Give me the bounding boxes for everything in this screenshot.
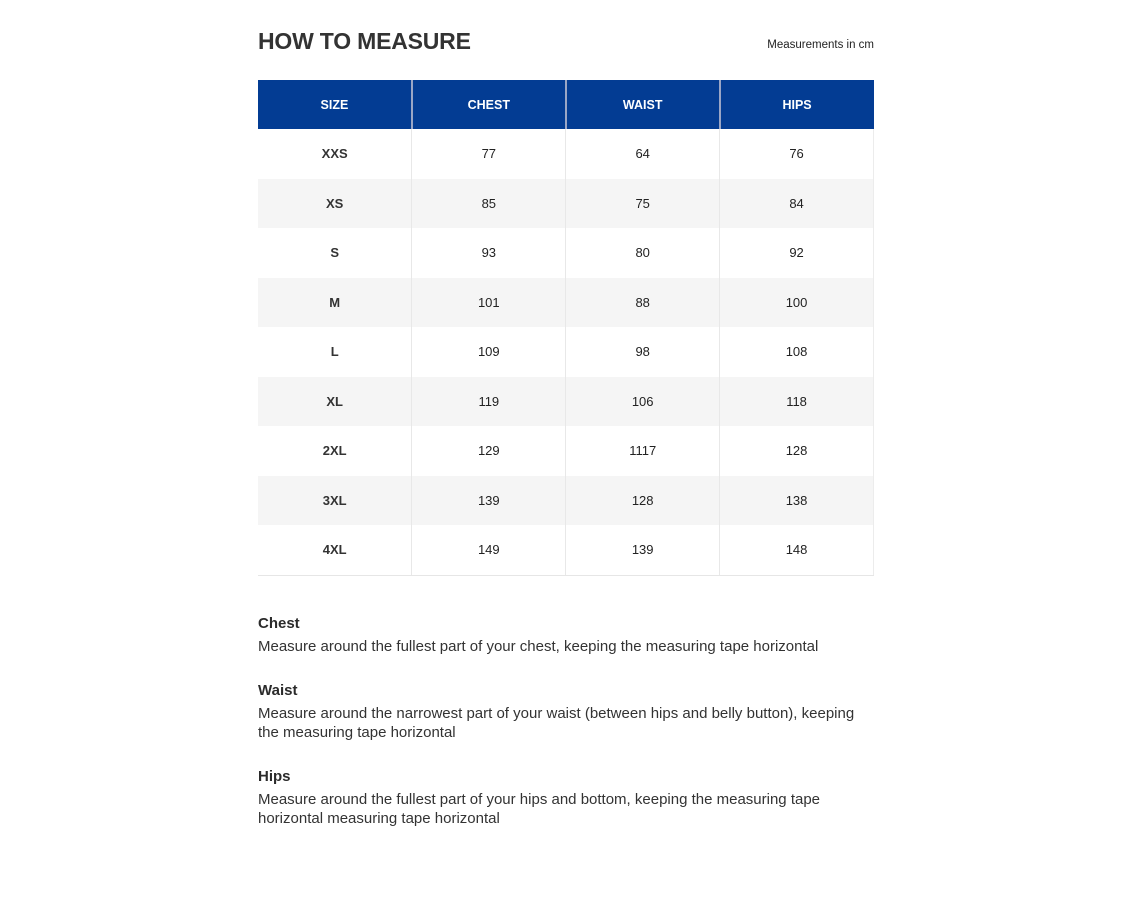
hips-cell: 148: [720, 525, 874, 575]
column-header-size: SIZE: [258, 80, 412, 129]
waist-cell: 128: [566, 476, 720, 526]
size-cell: XXS: [258, 129, 412, 179]
column-header-waist: WAIST: [566, 80, 720, 129]
table-row: [258, 278, 874, 328]
column-header-chest: CHEST: [412, 80, 566, 129]
guide-text: Measure around the narrowest part of your waist (between hips and belly button), keeping the measuring tape horizontal: [258, 704, 855, 741]
guide-heading: Hips: [258, 767, 291, 785]
guide-heading: Chest: [258, 614, 300, 632]
size-cell: M: [258, 278, 412, 328]
waist-cell: 98: [566, 327, 720, 377]
waist-cell: 1117: [566, 426, 720, 476]
size-table-body: [258, 129, 874, 575]
size-table-head: [258, 80, 874, 129]
waist-cell: 88: [566, 278, 720, 328]
hips-cell: 128: [720, 426, 874, 476]
chest-cell: 119: [412, 377, 566, 427]
hips-cell: 118: [720, 377, 874, 427]
hips-cell: 92: [720, 228, 874, 278]
hips-cell: 84: [720, 179, 874, 229]
size-cell: S: [258, 228, 412, 278]
unit-note: Measurements in cm: [767, 39, 874, 51]
table-row: [258, 228, 874, 278]
guide-heading: Waist: [258, 681, 298, 699]
size-cell: L: [258, 327, 412, 377]
table-row: [258, 377, 874, 427]
guide-item-waist: [258, 681, 874, 742]
guide-item-chest: [258, 614, 874, 656]
hips-cell: 100: [720, 278, 874, 328]
size-cell: 4XL: [258, 525, 412, 575]
size-cell: XS: [258, 179, 412, 229]
guide-text: Measure around the fullest part of your chest, keeping the measuring tape horizontal: [258, 637, 819, 655]
guide-item-hips: [258, 767, 874, 828]
waist-cell: 64: [566, 129, 720, 179]
chest-cell: 149: [412, 525, 566, 575]
size-guide: [258, 0, 874, 853]
hips-cell: 138: [720, 476, 874, 526]
chest-cell: 139: [412, 476, 566, 526]
waist-cell: 106: [566, 377, 720, 427]
size-table: [258, 80, 874, 576]
waist-cell: 80: [566, 228, 720, 278]
size-cell: 3XL: [258, 476, 412, 526]
chest-cell: 77: [412, 129, 566, 179]
waist-cell: 75: [566, 179, 720, 229]
table-row: [258, 179, 874, 229]
hips-cell: 108: [720, 327, 874, 377]
chest-cell: 129: [412, 426, 566, 476]
chest-cell: 109: [412, 327, 566, 377]
column-header-hips: HIPS: [720, 80, 874, 129]
guide-text: Measure around the fullest part of your hips and bottom, keeping the measuring tape horizontal measuring tape horizontal: [258, 790, 821, 827]
table-row: [258, 327, 874, 377]
size-guide-header: [258, 0, 874, 80]
table-row: [258, 426, 874, 476]
page-title: HOW TO MEASURE: [258, 28, 471, 54]
size-cell: XL: [258, 377, 412, 427]
table-row: [258, 476, 874, 526]
hips-cell: 76: [720, 129, 874, 179]
chest-cell: 85: [412, 179, 566, 229]
table-row: [258, 525, 874, 575]
chest-cell: 93: [412, 228, 566, 278]
waist-cell: 139: [566, 525, 720, 575]
size-cell: 2XL: [258, 426, 412, 476]
header-row: [258, 80, 874, 129]
measuring-guide: [258, 614, 874, 828]
chest-cell: 101: [412, 278, 566, 328]
table-row: [258, 129, 874, 179]
